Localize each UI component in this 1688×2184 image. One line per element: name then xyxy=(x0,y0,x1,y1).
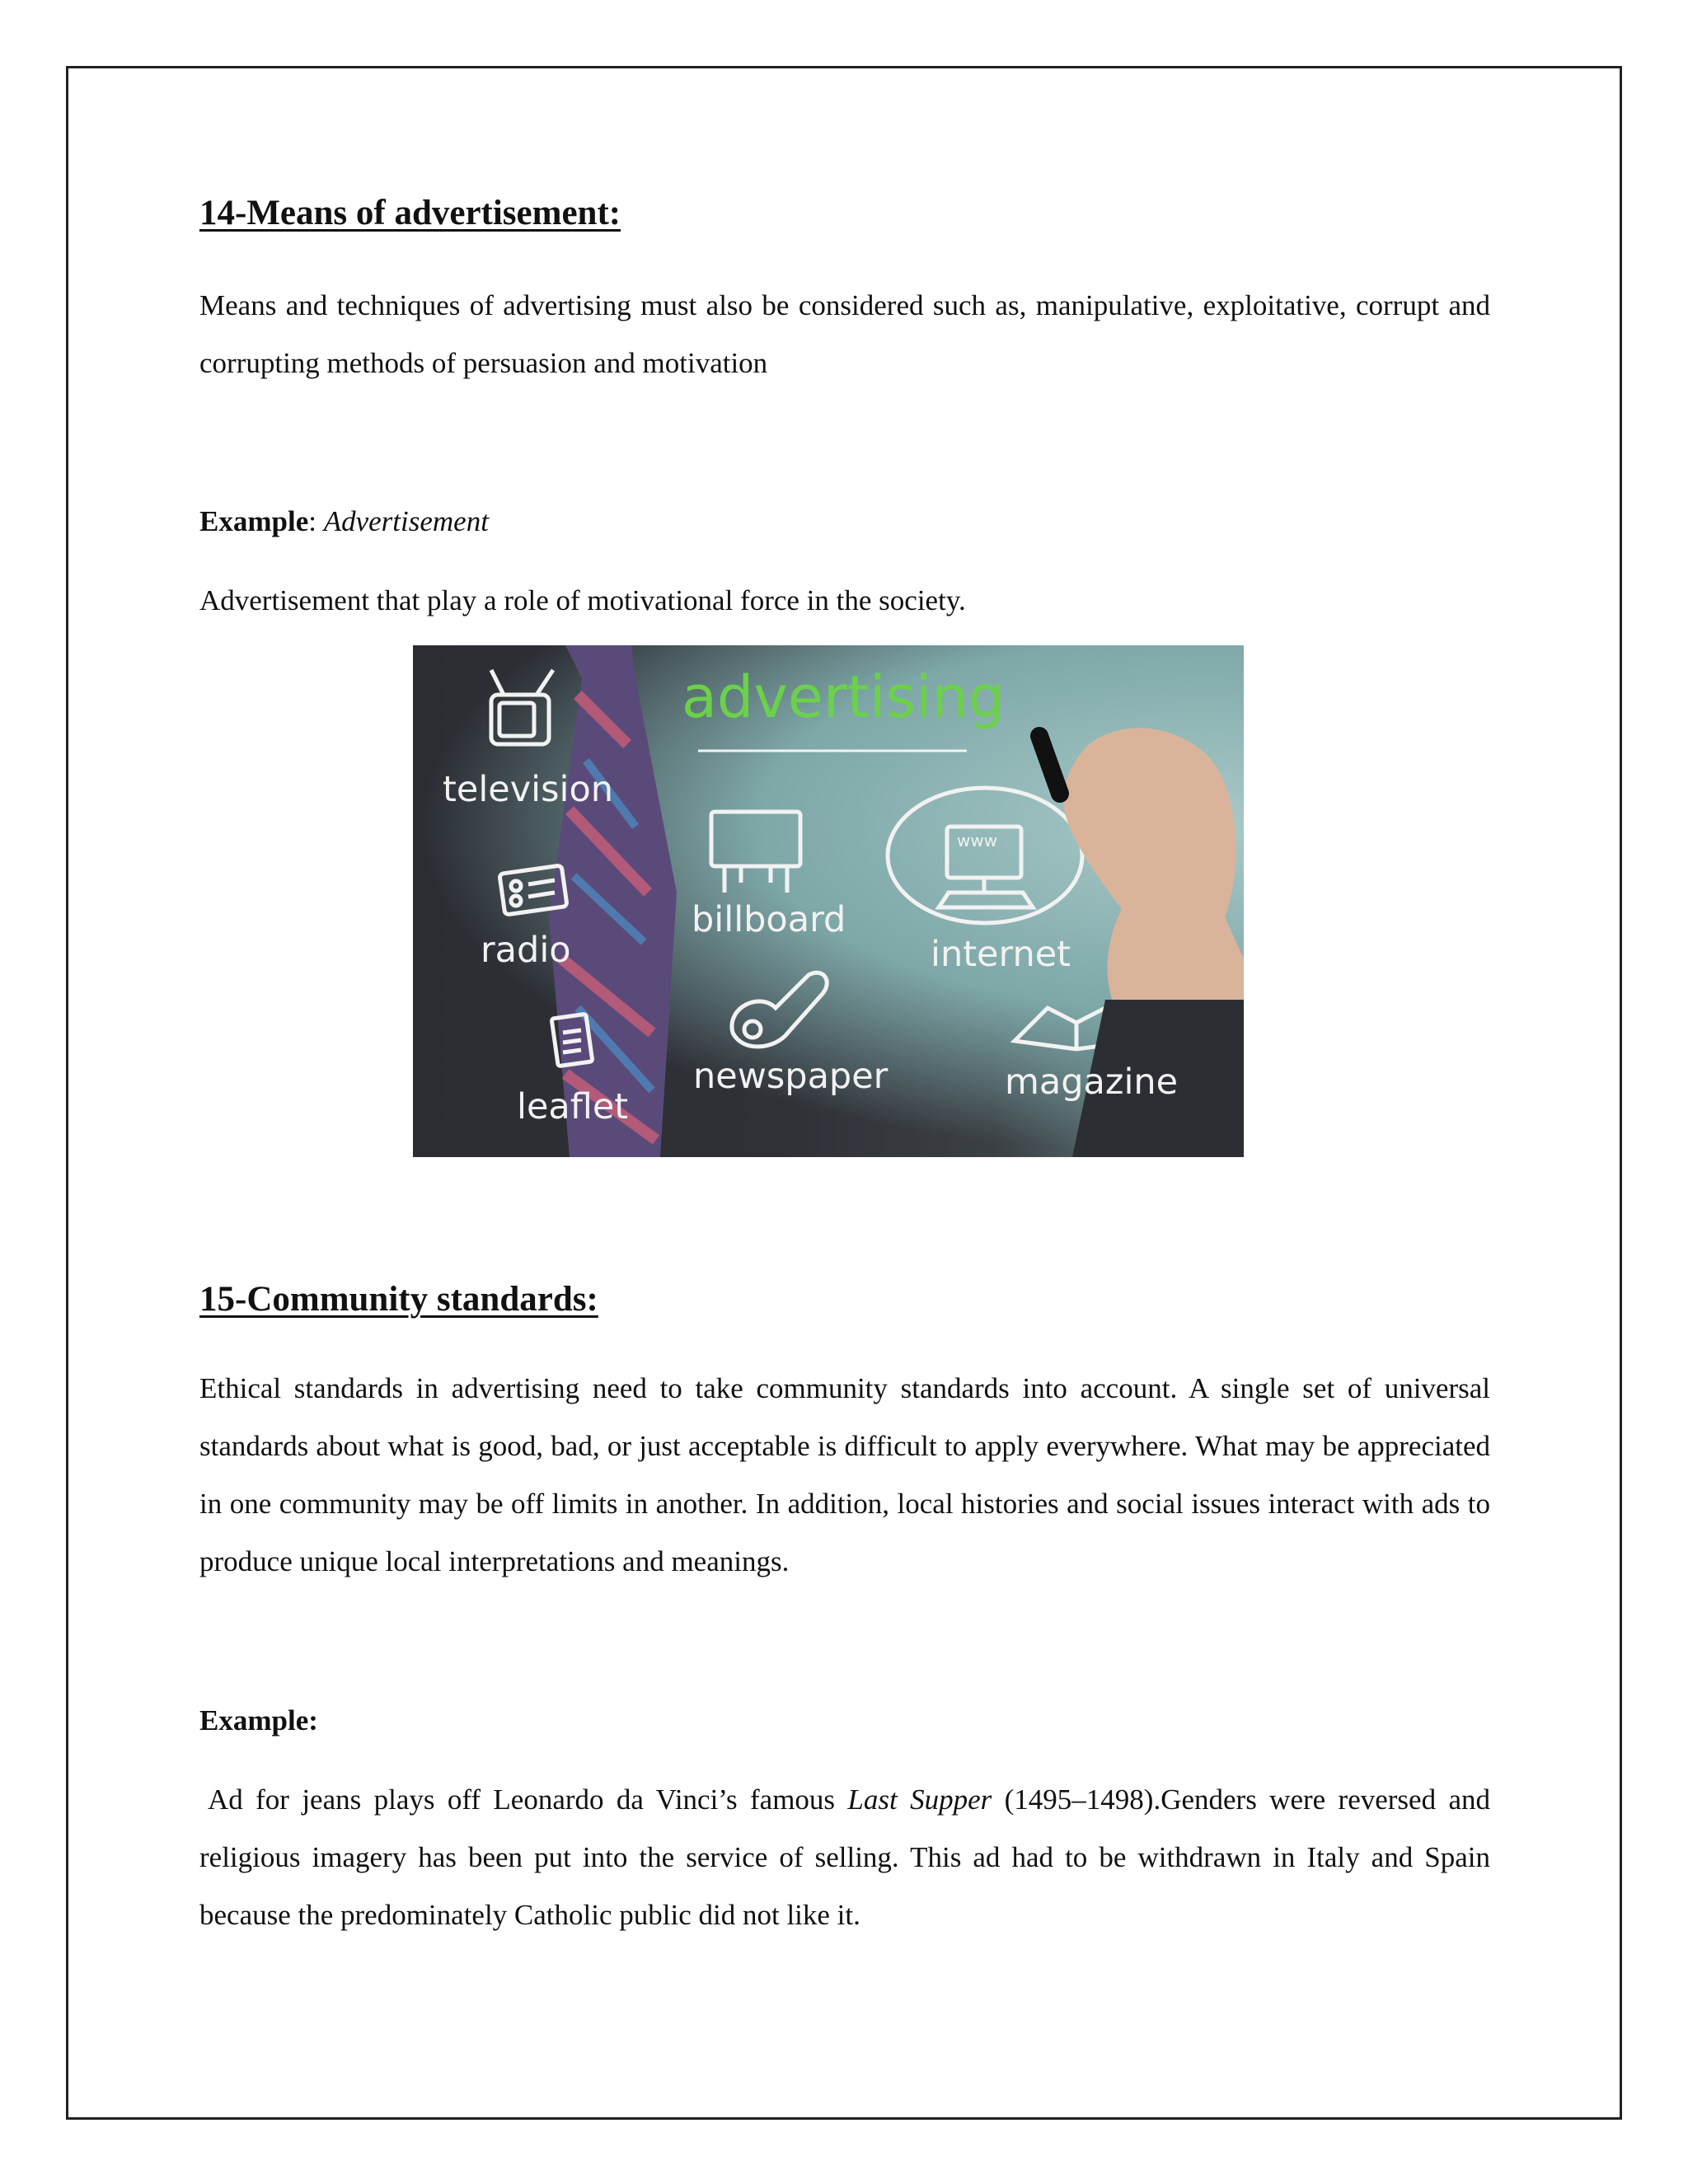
label-television: television xyxy=(443,769,614,810)
section-14-example-text: Advertisement that play a role of motivational force in the society. xyxy=(199,584,966,616)
marker-pen xyxy=(1039,736,1060,794)
section-15-example-text xyxy=(199,1771,1490,1944)
label-newspaper: newspaper xyxy=(693,1056,889,1097)
example-label-15: Example: xyxy=(199,1704,318,1736)
label-billboard: billboard xyxy=(692,899,846,940)
example-text-after: (1495–1498).Genders were reversed and religious imagery has been put into the service of selling. This ad had to be withdrawn in Italy and Spain because the predominately Catholic public did not like it. xyxy=(199,1783,1490,1931)
label-www: www xyxy=(957,831,998,851)
advertising-image xyxy=(413,645,1244,1157)
internet-circle xyxy=(888,788,1082,923)
section-15-example-label xyxy=(199,1692,1490,1750)
label-internet: internet xyxy=(931,934,1071,975)
advertising-title: advertising xyxy=(682,663,1006,731)
billboard-icon xyxy=(711,812,800,893)
example-label: Example xyxy=(199,505,309,537)
section-14-paragraph: Means and techniques of advertising must also be considered such as, manipulative, exploitative, corrupt and corrupting methods of persuasion and motivation xyxy=(199,289,1490,379)
label-leaflet: leaflet xyxy=(517,1086,629,1127)
example-italic-title: Last Supper xyxy=(847,1783,992,1816)
section-14-example xyxy=(199,493,1490,551)
section-14-heading: 14-Means of advertisement: xyxy=(199,194,621,232)
label-radio: radio xyxy=(481,930,571,971)
example-separator: : xyxy=(308,505,324,537)
example-text-before: Ad for jeans plays off Leonardo da Vinci’s famous xyxy=(208,1783,848,1816)
example-title: Advertisement xyxy=(323,505,489,537)
section-15-heading: 15-Community standards: xyxy=(199,1280,598,1319)
label-magazine: magazine xyxy=(1005,1062,1179,1103)
television-icon xyxy=(491,670,553,744)
newspaper-icon xyxy=(732,972,827,1047)
section-15-paragraph: Ethical standards in advertising need to take community standards into account. A single set of universal standards about what is good, bad, or just acceptable is difficult to apply everywhere. What may be appreciated in one community may be off limits in another. In addition, local histories and social issues interact with ads to produce unique local interpretations and meanings. xyxy=(199,1372,1490,1577)
